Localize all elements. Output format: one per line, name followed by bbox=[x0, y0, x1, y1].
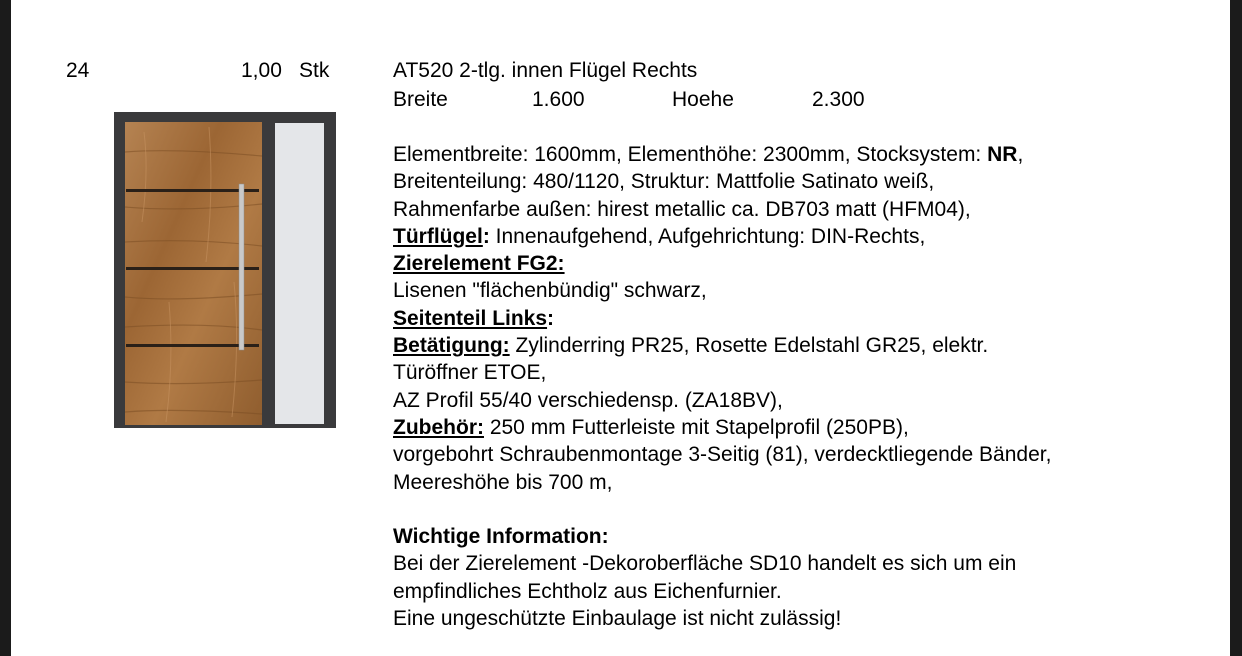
side-panel-glass bbox=[275, 123, 324, 424]
desc-line-13: Meereshöhe bis 700 m, bbox=[393, 470, 613, 494]
info-line-1: Bei der Zierelement -Dekoroberfläche SD10 handelt es sich um ein bbox=[393, 552, 1017, 576]
item-title: AT520 2-tlg. innen Flügel Rechts bbox=[393, 59, 698, 82]
desc-line-6: Lisenen "flächenbündig" schwarz, bbox=[393, 279, 707, 303]
stocksystem-value: NR bbox=[987, 143, 1018, 166]
desc-line-7 bbox=[393, 305, 1051, 332]
zubehoer-text: 250 mm Futterleiste mit Stapelprofil (250PB), bbox=[483, 415, 909, 439]
info-line-2: empfindliches Echtholz aus Eichenfurnier. bbox=[393, 579, 782, 603]
quantity-unit: Stk bbox=[299, 59, 330, 82]
tuerfluegel-colon: : bbox=[482, 224, 490, 248]
height-value: 2.300 bbox=[812, 88, 865, 111]
tuerfluegel-heading: Türflügel bbox=[393, 224, 483, 248]
seitenteil-heading: Seitenteil Links bbox=[393, 306, 548, 330]
item-description bbox=[393, 141, 1051, 496]
position-number: 24 bbox=[66, 59, 90, 82]
desc-line-4 bbox=[393, 223, 1051, 250]
desc-line-3: Rahmenfarbe außen: hirest metallic ca. DB703 matt (HFM04), bbox=[393, 197, 971, 221]
door-handle-bar bbox=[239, 184, 244, 350]
seitenteil-colon: : bbox=[547, 306, 555, 330]
door-illustration bbox=[114, 112, 336, 428]
zierelement-heading: Zierelement FG2: bbox=[393, 252, 565, 276]
desc-line-1-end: , bbox=[1017, 143, 1024, 166]
desc-line-11 bbox=[393, 414, 1051, 441]
height-label: Hoehe bbox=[672, 88, 734, 111]
betaetigung-heading: Betätigung: bbox=[393, 334, 510, 358]
info-line-3: Eine ungeschützte Einbaulage ist nicht zulässig! bbox=[393, 606, 842, 630]
width-label: Breite bbox=[393, 88, 448, 111]
desc-line-5 bbox=[393, 250, 1051, 277]
width-value: 1.600 bbox=[532, 88, 585, 111]
desc-line-9: Türöffner ETOE, bbox=[393, 361, 547, 385]
zubehoer-heading: Zubehör: bbox=[393, 415, 484, 439]
desc-line-1-text: Elementbreite: 1600mm, Elementhöhe: 2300mm, Stocksystem: bbox=[393, 143, 988, 166]
desc-line-8 bbox=[393, 332, 1051, 359]
quantity: 1,00 bbox=[241, 59, 282, 82]
info-heading bbox=[393, 523, 1016, 550]
desc-line-10: AZ Profil 55/40 verschiedensp. (ZA18BV), bbox=[393, 388, 783, 412]
betaetigung-text: Zylinderring PR25, Rosette Edelstahl GR25, elektr. bbox=[509, 334, 989, 358]
info-heading-text: Wichtige Information: bbox=[393, 525, 609, 548]
desc-line-2: Breitenteilung: 480/1120, Struktur: Mattfolie Satinato weiß, bbox=[393, 170, 935, 194]
desc-line-1 bbox=[393, 141, 1051, 168]
tuerfluegel-text: Innenaufgehend, Aufgehrichtung: DIN-Rechts, bbox=[489, 224, 926, 248]
desc-line-12: vorgebohrt Schraubenmontage 3-Seitig (81), verdecktliegende Bänder, bbox=[393, 443, 1052, 467]
important-info bbox=[393, 523, 1016, 632]
document-page bbox=[11, 0, 1230, 656]
